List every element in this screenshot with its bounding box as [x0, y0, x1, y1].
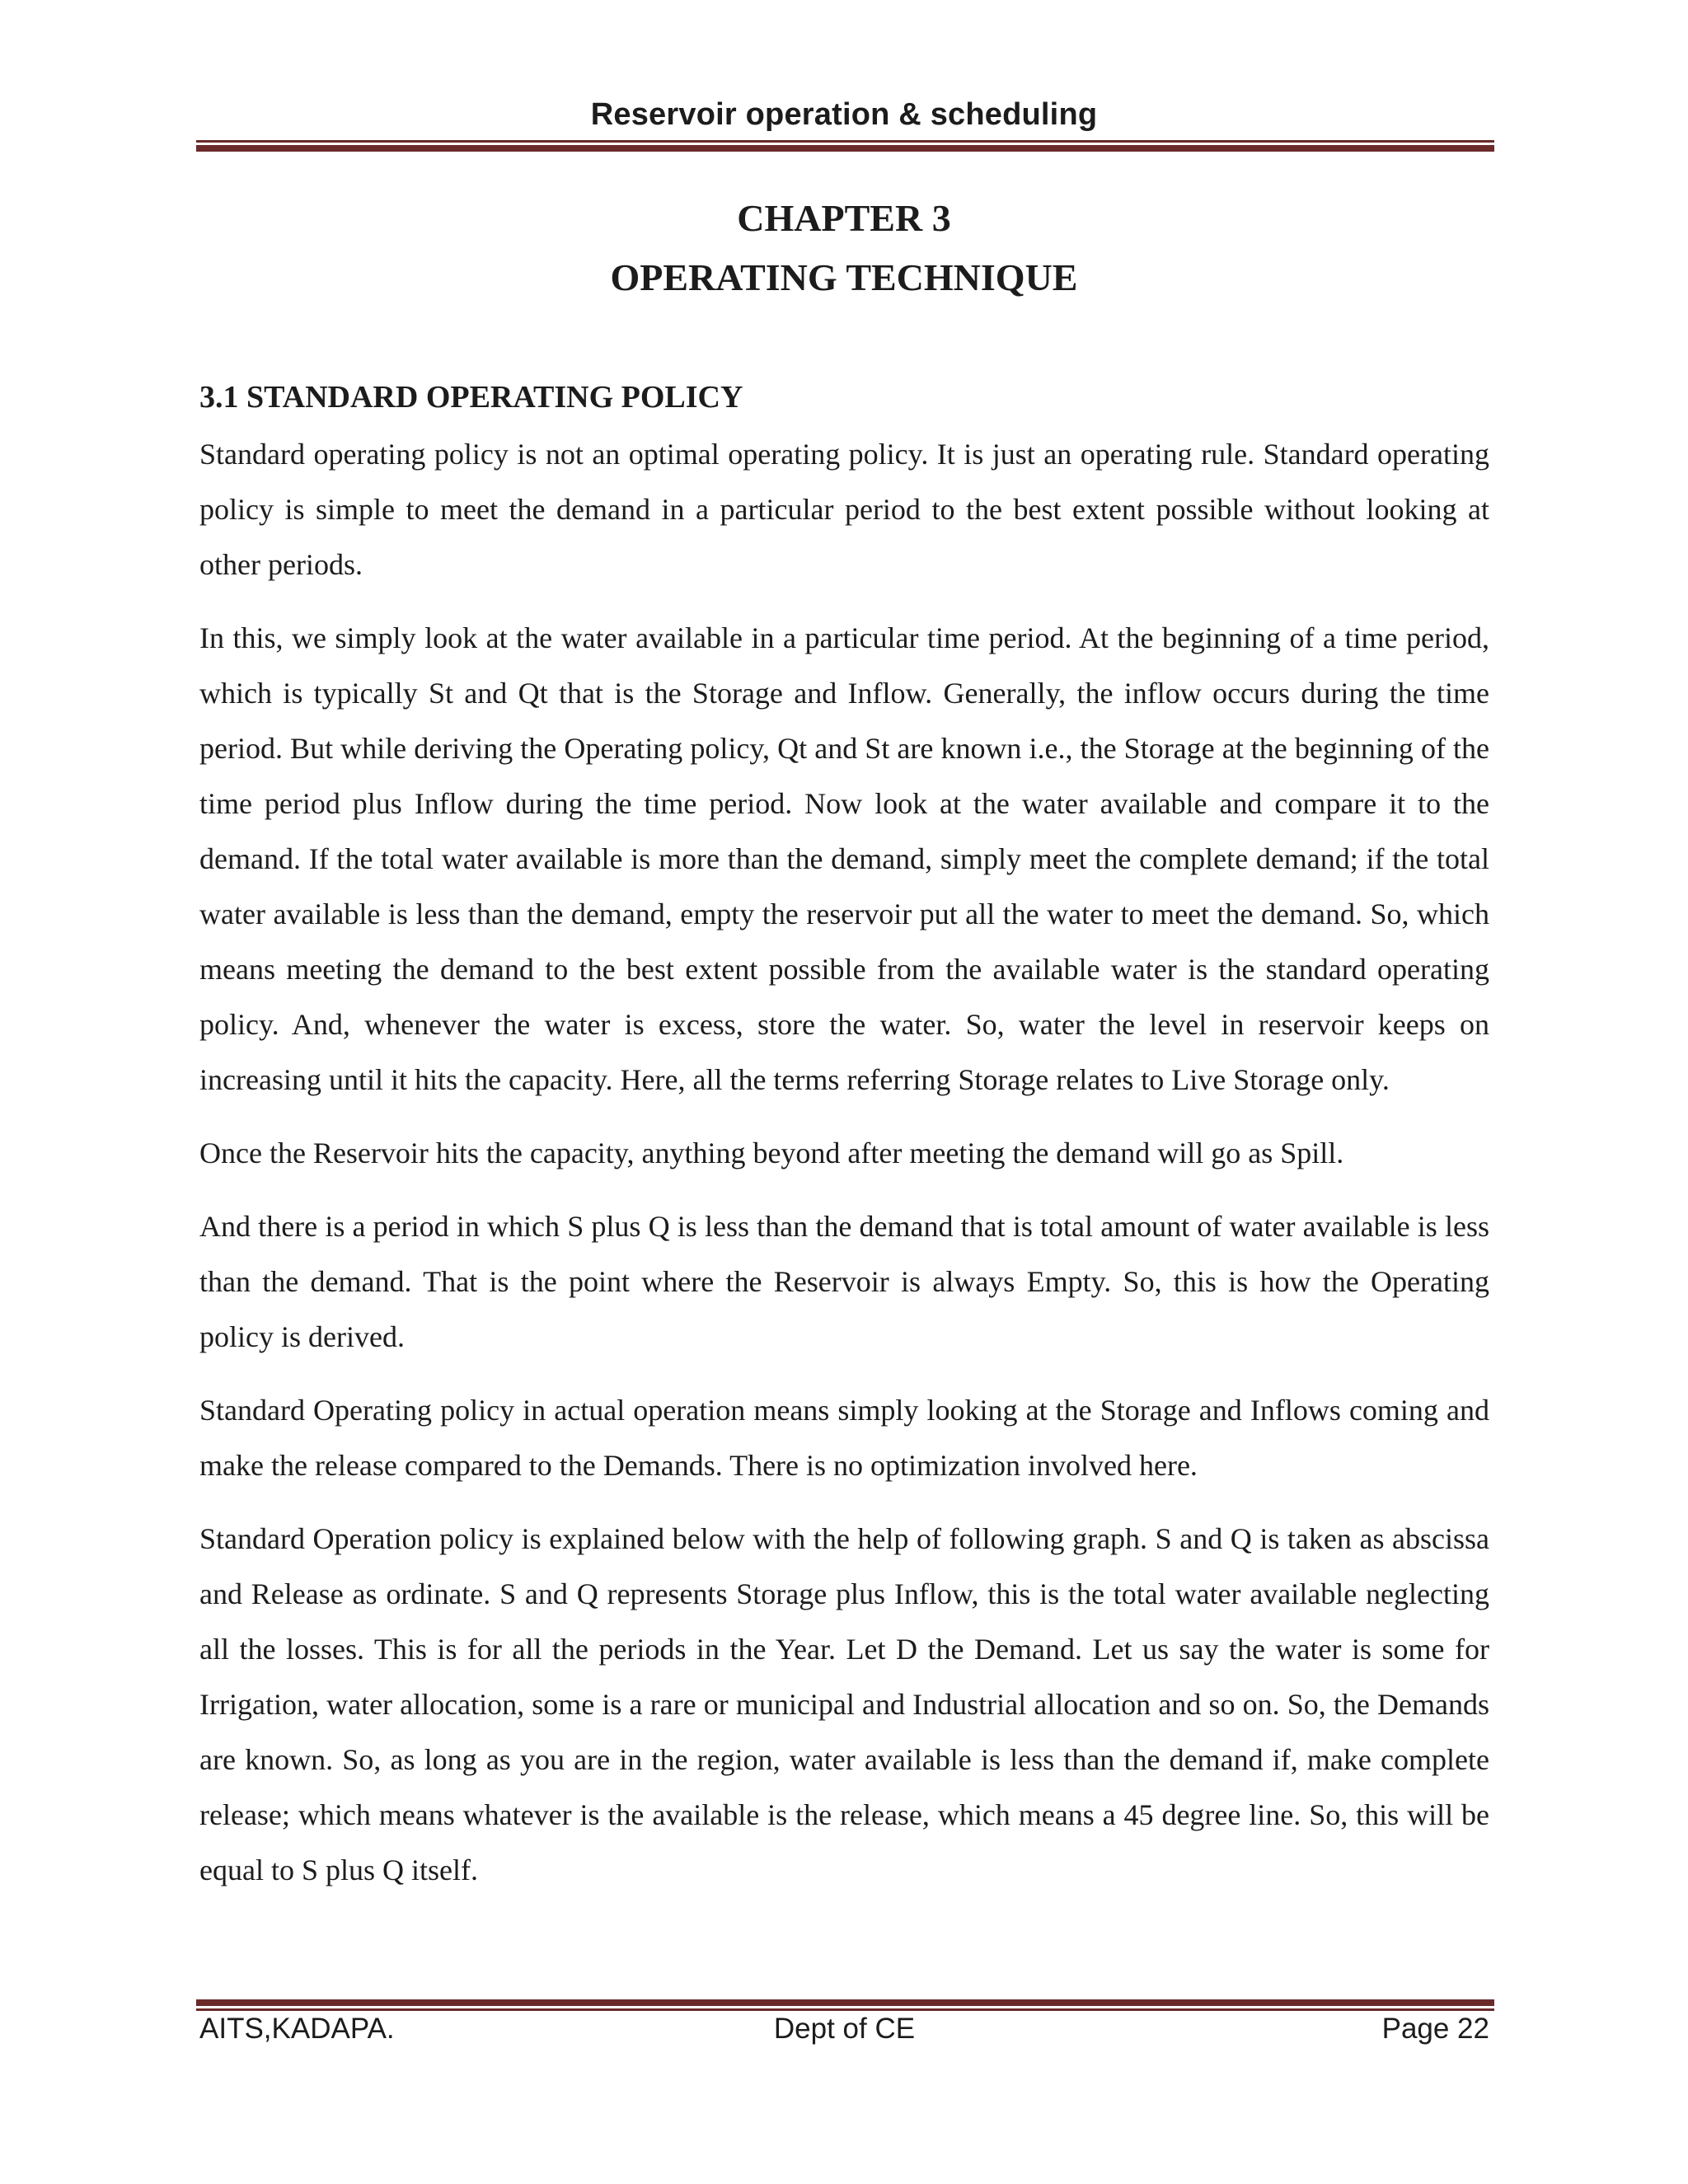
paragraph: Once the Reservoir hits the capacity, anything beyond after meeting the demand will go as Spill.: [199, 1137, 1344, 1169]
footer-rule-thin: [196, 2008, 1494, 2011]
paragraph: Standard Operating policy in actual operation means simply looking at the Storage and Inflows coming and make the release compared to the Demands. There is no optimization involved here.: [199, 1394, 1489, 1482]
body-text: [199, 427, 1489, 1916]
footer-department: Dept of CE: [773, 2013, 916, 2045]
footer: [199, 2013, 1489, 2054]
paragraph: Standard Operation policy is explained below with the help of following graph. S and Q is taken as abscissa and Release as ordinate. S and Q represents Storage plus Inflow, this is the total water available neglecting all the losses. This is for all the periods in the Year. Let D the Demand. Let us say the water is some for Irrigation, water allocation, some is a rare or municipal and Industrial allocation and so on. So, the Demands are known. So, as long as you are in the region, water available is less than the demand if, make complete release; which means whatever is the available is the release, which means a 45 degree line. So, this will be equal to S plus Q itself.: [199, 1522, 1489, 1886]
chapter-title: OPERATING TECHNIQUE: [610, 256, 1078, 298]
running-header: Reservoir operation & scheduling: [590, 97, 1098, 132]
footer-page-number: Page 22: [1381, 2013, 1489, 2045]
paragraph: Standard operating policy is not an optimal operating policy. It is just an operating rule. Standard operating policy is simple to meet the demand in a particular period to the best extent possible without looking at other periods.: [199, 438, 1489, 581]
header-rule-thick: [196, 145, 1494, 152]
paragraph: In this, we simply look at the water available in a particular time period. At the beginning of a time period, which is typically St and Qt that is the Storage and Inflow. Generally, the inflow occurs during the time period. But while deriving the Operating policy, Qt and St are known i.e., the Storage at the beginning of the time period plus Inflow during the time period. Now look at the water available and compare it to the demand. If the total water available is more than the demand, simply meet the complete demand; if the total water available is less than the demand, empty the reservoir put all the water to meet the demand. So, which means meeting the demand to the best extent possible from the available water is the standard operating policy. And, whenever the water is excess, store the water. So, water the level in reservoir keeps on increasing until it hits the capacity. Here, all the terms referring Storage relates to Live Storage only.: [199, 621, 1489, 1096]
header-rule-thin: [196, 140, 1494, 143]
footer-rule-thick: [196, 1999, 1494, 2006]
section-heading: 3.1 STANDARD OPERATING POLICY: [199, 380, 743, 415]
paragraph: And there is a period in which S plus Q is less than the demand that is total amount of water available is less than the demand. That is the point where the Reservoir is always Empty. So, this is how the Operating policy is derived.: [199, 1210, 1489, 1353]
footer-institution: AITS,KADAPA.: [199, 2013, 395, 2045]
chapter-number: CHAPTER 3: [737, 197, 951, 239]
